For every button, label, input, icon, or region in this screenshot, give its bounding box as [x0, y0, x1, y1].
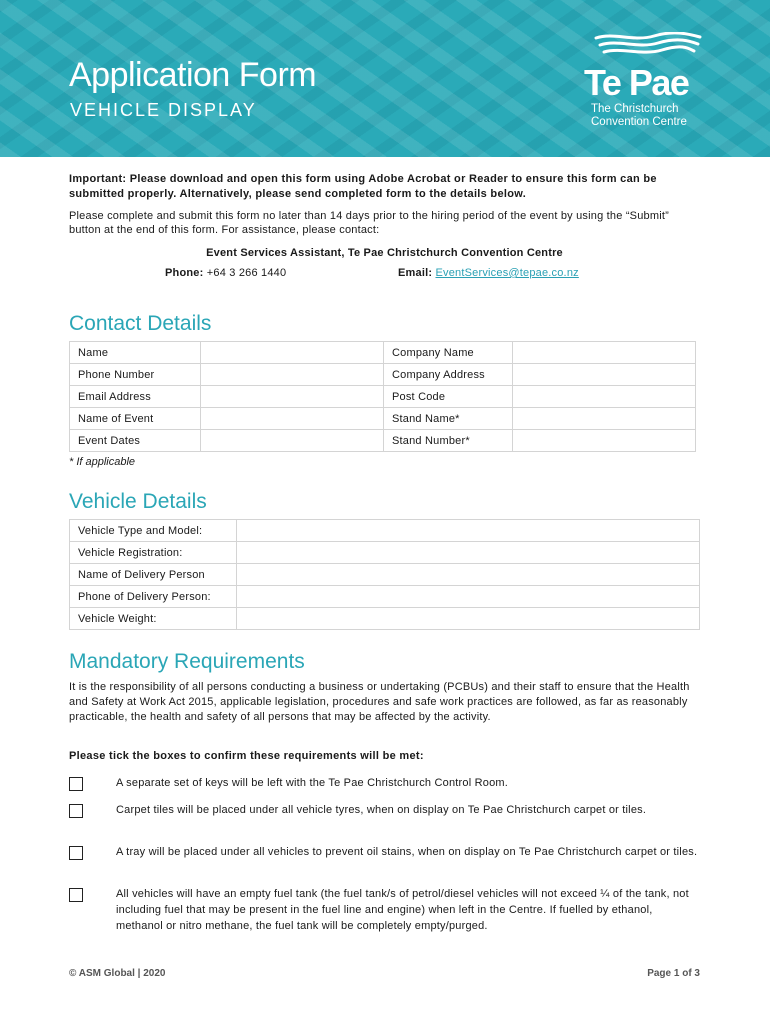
tick-heading: Please tick the boxes to confirm these requirements will be met:	[69, 750, 424, 762]
table-row	[70, 342, 696, 364]
table-row	[70, 364, 696, 386]
logo-name: Te Pae	[584, 62, 689, 103]
table-row	[70, 564, 700, 586]
event-name-input[interactable]	[201, 408, 384, 430]
requirement-checkbox[interactable]	[69, 846, 83, 860]
table-row	[70, 586, 700, 608]
requirement-text: Carpet tiles will be placed under all vehicle tyres, when on display on Te Pae Christchurch carpet or tiles.	[116, 804, 647, 816]
event-dates-input[interactable]	[201, 430, 384, 452]
phone-number-input[interactable]	[201, 364, 384, 386]
phone-info	[165, 267, 286, 279]
vehicle-registration-input[interactable]	[237, 542, 700, 564]
post-code-input[interactable]	[513, 386, 696, 408]
email-link[interactable]: EventServices@tepae.co.nz	[435, 267, 579, 279]
field-label: Phone Number	[70, 364, 201, 386]
mandatory-text: It is the responsibility of all persons conducting a business or undertaking (PCBUs) and their staff to ensure that the Health and Safety at Work Act 2015, applicable legislation, procedures and safe work practices are followed, as far as reasonably practicable, the health and safety of all persons that may be affected by the activity.	[69, 681, 690, 723]
contact-details-table	[69, 341, 696, 452]
field-label: Event Dates	[70, 430, 201, 452]
field-label: Post Code	[384, 386, 513, 408]
field-label: Vehicle Weight:	[70, 608, 237, 630]
field-label: Stand Number*	[384, 430, 513, 452]
requirement-checkbox[interactable]	[69, 888, 83, 902]
delivery-person-phone-input[interactable]	[237, 586, 700, 608]
field-label: Vehicle Type and Model:	[70, 520, 237, 542]
vehicle-type-input[interactable]	[237, 520, 700, 542]
stand-number-input[interactable]	[513, 430, 696, 452]
requirement-text: All vehicles will have an empty fuel tank (the fuel tank/s of petrol/diesel vehicles will not exceed ¼ of the tank, not including fuel that may be present in the fuel line and engine) when left in the Centre. If fuelled by ethanol, methanol or nitro methane, the fuel tank will be completely empty/purged.	[116, 888, 689, 932]
mandatory-requirements-title: Mandatory Requirements	[69, 650, 305, 673]
field-label: Name	[70, 342, 201, 364]
important-notice: Important: Please download and open this form using Adobe Acrobat or Reader to ensure this form can be submitted properly. Alternatively, please send completed form to the details below.	[69, 173, 657, 200]
page-header	[0, 0, 770, 157]
page-number: Page 1 of 3	[647, 968, 700, 979]
logo-waves-icon	[594, 32, 704, 58]
table-row	[70, 608, 700, 630]
table-row	[70, 542, 700, 564]
email-info	[398, 267, 579, 279]
contact-row	[69, 267, 700, 287]
company-address-input[interactable]	[513, 364, 696, 386]
field-label: Email Address	[70, 386, 201, 408]
vehicle-weight-input[interactable]	[237, 608, 700, 630]
phone-value: +64 3 266 1440	[206, 267, 287, 279]
applicable-note: * If applicable	[69, 456, 136, 468]
vehicle-details-title: Vehicle Details	[69, 490, 207, 513]
field-label: Name of Delivery Person	[70, 564, 237, 586]
email-label: Email:	[398, 267, 433, 279]
email-address-input[interactable]	[201, 386, 384, 408]
field-label: Phone of Delivery Person:	[70, 586, 237, 608]
intro-section	[69, 172, 700, 287]
form-title: Application Form	[69, 56, 317, 94]
table-row	[70, 386, 696, 408]
field-label: Company Address	[384, 364, 513, 386]
field-label: Name of Event	[70, 408, 201, 430]
company-name-input[interactable]	[513, 342, 696, 364]
field-label: Company Name	[384, 342, 513, 364]
phone-label: Phone:	[165, 267, 204, 279]
stand-name-input[interactable]	[513, 408, 696, 430]
footer-copyright: © ASM Global | 2020	[69, 968, 166, 979]
requirement-checkbox[interactable]	[69, 804, 83, 818]
table-row	[70, 430, 696, 452]
requirement-text: A tray will be placed under all vehicles to prevent oil stains, when on display on Te Pae Christchurch carpet or tiles.	[116, 846, 698, 858]
te-pae-logo	[584, 32, 714, 132]
logo-tagline-2: Convention Centre	[591, 116, 687, 128]
instructions-text: Please complete and submit this form no later than 14 days prior to the hiring period of the event by using the “Submit” button at the end of this form. For assistance, please contact:	[69, 210, 669, 236]
delivery-person-name-input[interactable]	[237, 564, 700, 586]
contact-details-title: Contact Details	[69, 312, 212, 335]
contact-name: Event Services Assistant, Te Pae Christchurch Convention Centre	[206, 247, 563, 259]
requirement-text: A separate set of keys will be left with the Te Pae Christchurch Control Room.	[116, 777, 509, 789]
table-row	[70, 408, 696, 430]
field-label: Vehicle Registration:	[70, 542, 237, 564]
form-subtitle: VEHICLE DISPLAY	[70, 100, 257, 120]
requirement-checkbox[interactable]	[69, 777, 83, 791]
name-input[interactable]	[201, 342, 384, 364]
table-row	[70, 520, 700, 542]
field-label: Stand Name*	[384, 408, 513, 430]
vehicle-details-table	[69, 519, 700, 630]
logo-tagline-1: The Christchurch	[591, 103, 679, 115]
